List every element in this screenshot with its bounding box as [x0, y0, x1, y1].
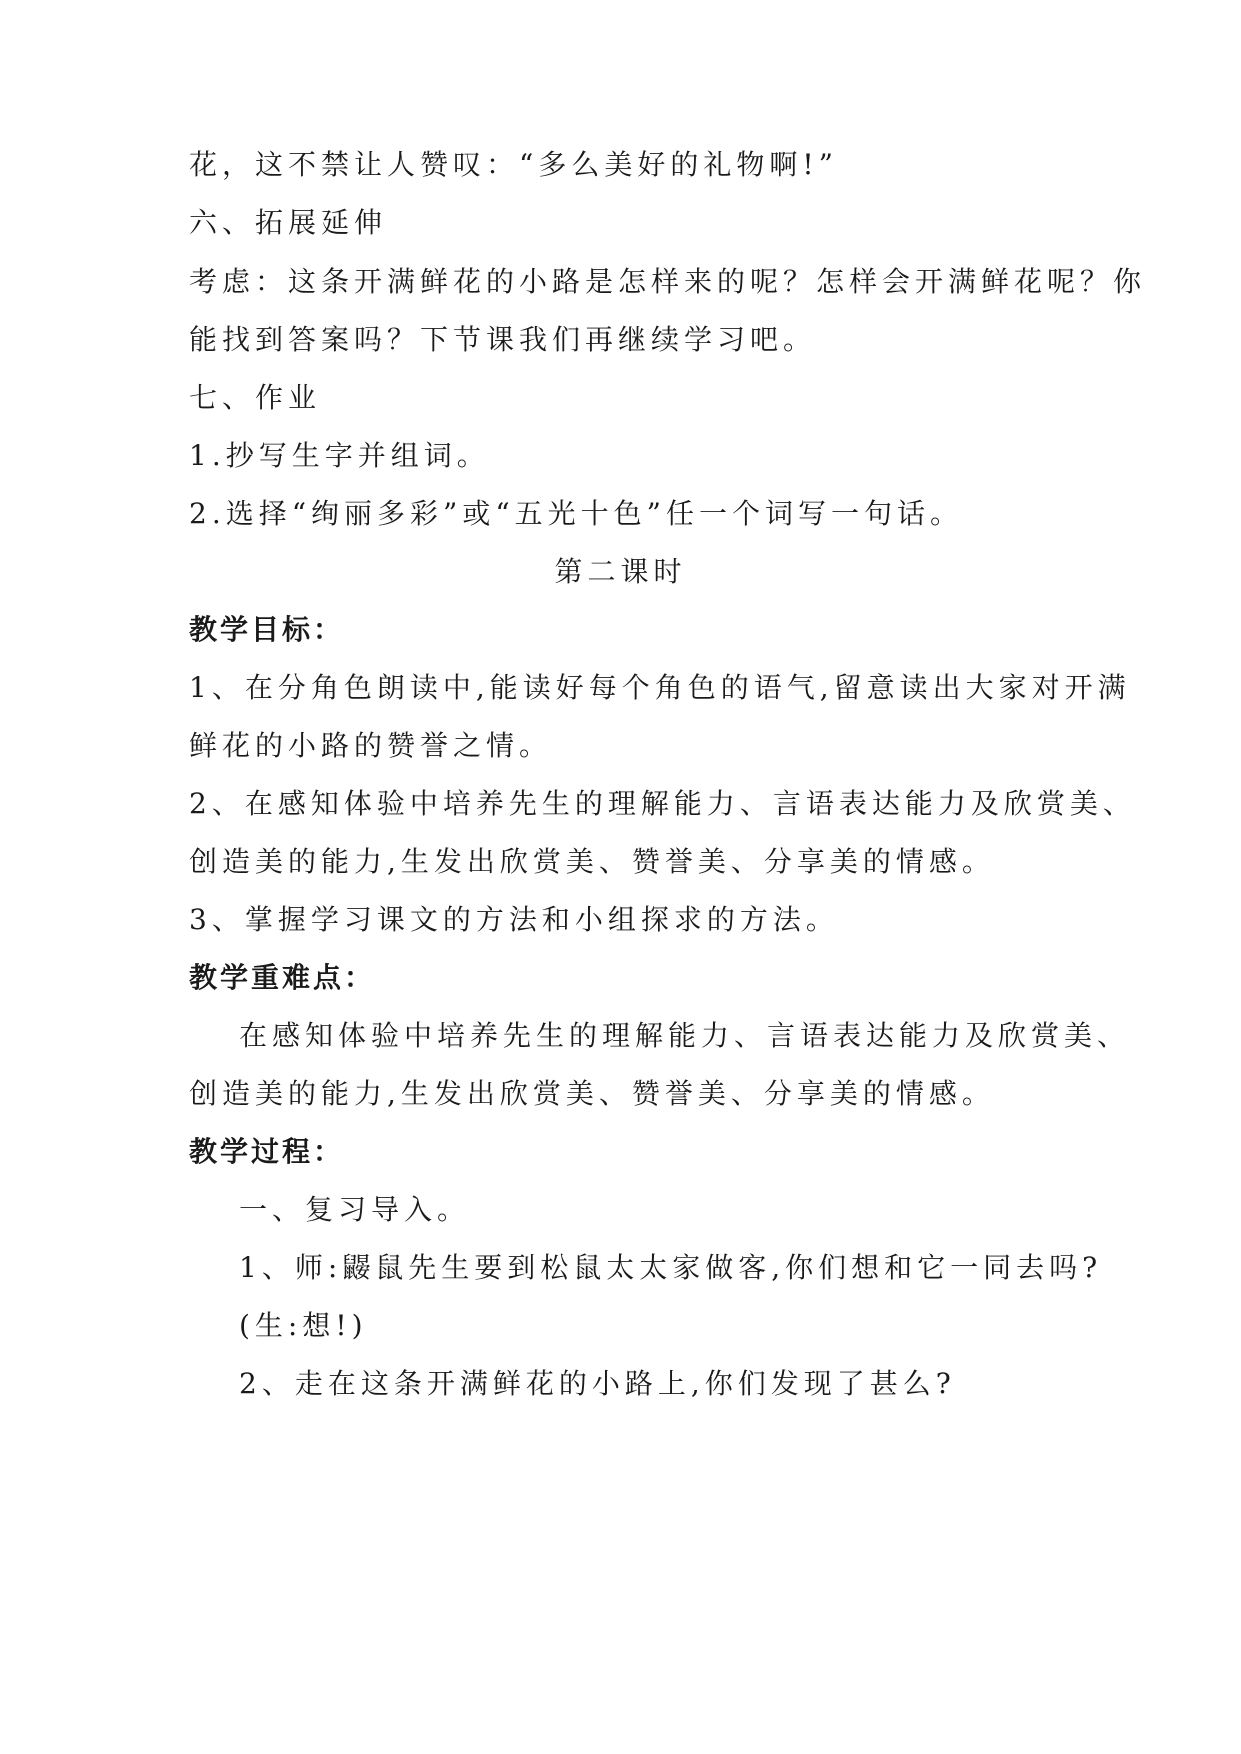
- paragraph-line: 鲜花的小路的赞誉之情。: [189, 729, 553, 762]
- heading-teaching-goals: 教学目标：: [189, 613, 345, 646]
- list-item: 2、走在这条开满鲜花的小路上,你们发现了甚么?: [239, 1367, 956, 1400]
- paragraph-line: 能找到答案吗？下节课我们再继续学习吧。: [189, 323, 817, 356]
- heading-teaching-process: 教学过程：: [189, 1135, 345, 1168]
- section-heading-homework: 七、作业: [189, 381, 322, 414]
- paragraph-line: (生:想!): [239, 1309, 368, 1342]
- list-item: 1.抄写生字并组词。: [189, 439, 490, 472]
- section-heading-extension: 六、拓展延伸: [189, 206, 388, 239]
- paragraph-line: 创造美的能力,生发出欣赏美、赞誉美、分享美的情感。: [189, 1077, 995, 1110]
- list-item: 1、在分角色朗读中,能读好每个角色的语气,留意读出大家对开满: [189, 671, 1131, 704]
- list-item: 2.选择“绚丽多彩”或“五光十色”任一个词写一句话。: [189, 497, 963, 530]
- paragraph-line: 花，这不禁让人赞叹：“多么美好的礼物啊!”: [189, 148, 838, 181]
- paragraph-line: 在感知体验中培养先生的理解能力、言语表达能力及欣赏美、: [239, 1019, 1131, 1052]
- paragraph-line: 考虑：这条开满鲜花的小路是怎样来的呢？怎样会开满鲜花呢？你: [189, 265, 1147, 298]
- list-item: 2、在感知体验中培养先生的理解能力、言语表达能力及欣赏美、: [189, 787, 1136, 820]
- list-item: 3、掌握学习课文的方法和小组探求的方法。: [189, 903, 839, 936]
- list-item: 1、师:鼹鼠先生要到松鼠太太家做客,你们想和它一同去吗?: [239, 1251, 1103, 1284]
- lesson-title: 第二课时: [554, 555, 687, 588]
- section-heading-review: 一、复习导入。: [239, 1193, 471, 1226]
- paragraph-line: 创造美的能力,生发出欣赏美、赞誉美、分享美的情感。: [189, 845, 995, 878]
- heading-key-points: 教学重难点：: [189, 961, 376, 994]
